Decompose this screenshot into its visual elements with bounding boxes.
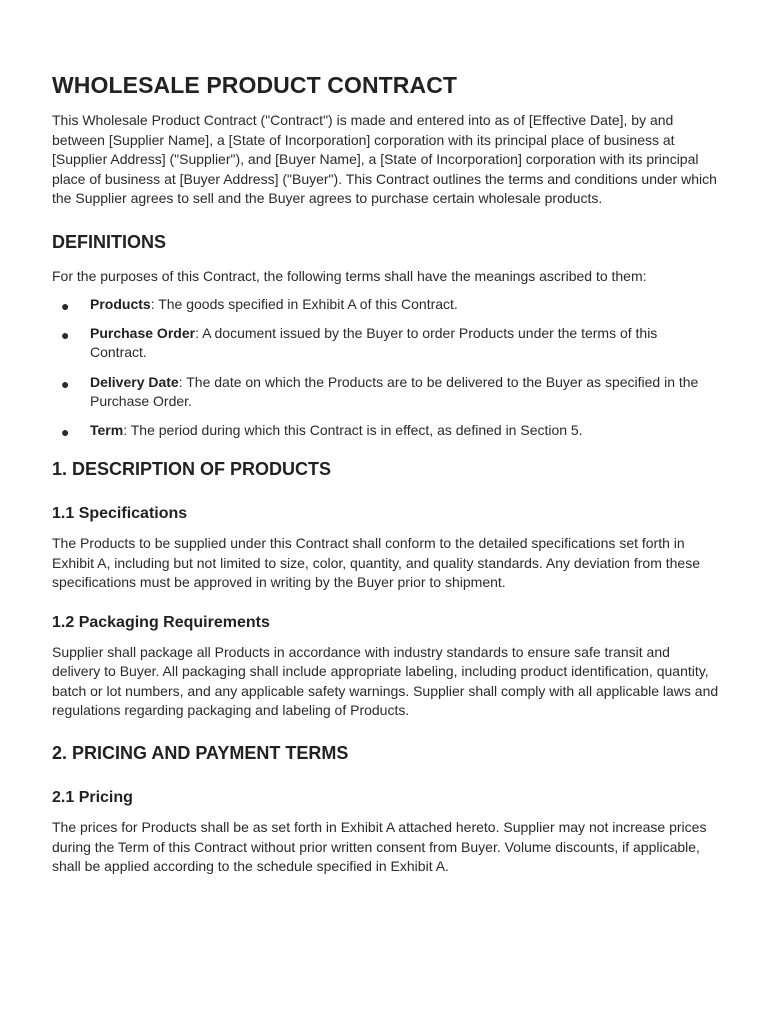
definition-term: Purchase Order bbox=[90, 324, 196, 341]
definitions-heading: DEFINITIONS bbox=[52, 231, 167, 252]
definition-text: : The period during which this Contract is in effect, as defined in Section 5. bbox=[123, 422, 583, 439]
section-1-heading: 1. DESCRIPTION OF PRODUCTS bbox=[52, 458, 332, 479]
section-1-1-body: The Products to be supplied under this Contract shall conform to the detailed specifications set forth in Exhibit A, including but not limited to size, color, quantity, and quality standards. Any deviation from these specifications must be approved in writing by the Buyer prior to shipment. bbox=[52, 534, 700, 591]
section-1-2-body: Supplier shall package all Products in accordance with industry standards to ensure safe transit and delivery to Buyer. All packaging shall include appropriate labeling, including product identification, quantity, batch or lot numbers, and any applicable safety warnings. Supplier shall comply with all applicable laws and regulations regarding packaging and labeling of Products. bbox=[52, 643, 719, 719]
definition-term: Term bbox=[90, 422, 124, 439]
definition-item-delivery-date bbox=[52, 373, 710, 412]
section-1-2-heading: 1.2 Packaging Requirements bbox=[52, 613, 270, 631]
definition-item-purchase-order bbox=[52, 324, 710, 363]
definition-term: Products bbox=[90, 295, 151, 312]
definitions-lead: For the purposes of this Contract, the following terms shall have the meanings ascribed to them: bbox=[52, 267, 647, 284]
section-2-heading: 2. PRICING AND PAYMENT TERMS bbox=[52, 743, 349, 764]
intro-paragraph: This Wholesale Product Contract ("Contract") is made and entered into as of [Effective Date], by and between [Supplier Name], a [State of Incorporation] corporation with its principal place of business at [Supplier Address] ("Supplier"), and [Buyer Name], a [State of Incorporation] corporation with its principal place of business at [Buyer Address] ("Buyer"). This Contract outlines the terms and conditions under which the Supplier agrees to sell and the Buyer agrees to purchase certain wholesale products. bbox=[52, 112, 717, 207]
section-2-1-heading: 2.1 Pricing bbox=[52, 789, 133, 807]
document-title: WHOLESALE PRODUCT CONTRACT bbox=[52, 72, 458, 98]
definitions-list bbox=[52, 295, 720, 441]
definition-item-products bbox=[52, 295, 710, 315]
bullet-icon: ● bbox=[61, 375, 70, 392]
section-1-1-heading: 1.1 Specifications bbox=[52, 504, 188, 522]
bullet-icon: ● bbox=[61, 424, 70, 441]
definition-text: : A document issued by the Buyer to order Products under the terms of this Contract. bbox=[90, 324, 658, 361]
definition-item-term bbox=[52, 421, 710, 441]
bullet-icon: ● bbox=[61, 297, 70, 314]
definition-term: Delivery Date bbox=[90, 373, 179, 390]
section-2-1-body: The prices for Products shall be as set forth in Exhibit A attached hereto. Supplier may not increase prices during the Term of this Contract without prior written consent from Buyer. Volume discounts, if applicable, shall be applied according to the schedule specified in Exhibit A. bbox=[52, 819, 707, 875]
definition-text: : The goods specified in Exhibit A of this Contract. bbox=[150, 295, 458, 312]
bullet-icon: ● bbox=[61, 326, 70, 343]
definition-text: : The date on which the Products are to be delivered to the Buyer as specified in the Purchase Order. bbox=[90, 373, 699, 410]
